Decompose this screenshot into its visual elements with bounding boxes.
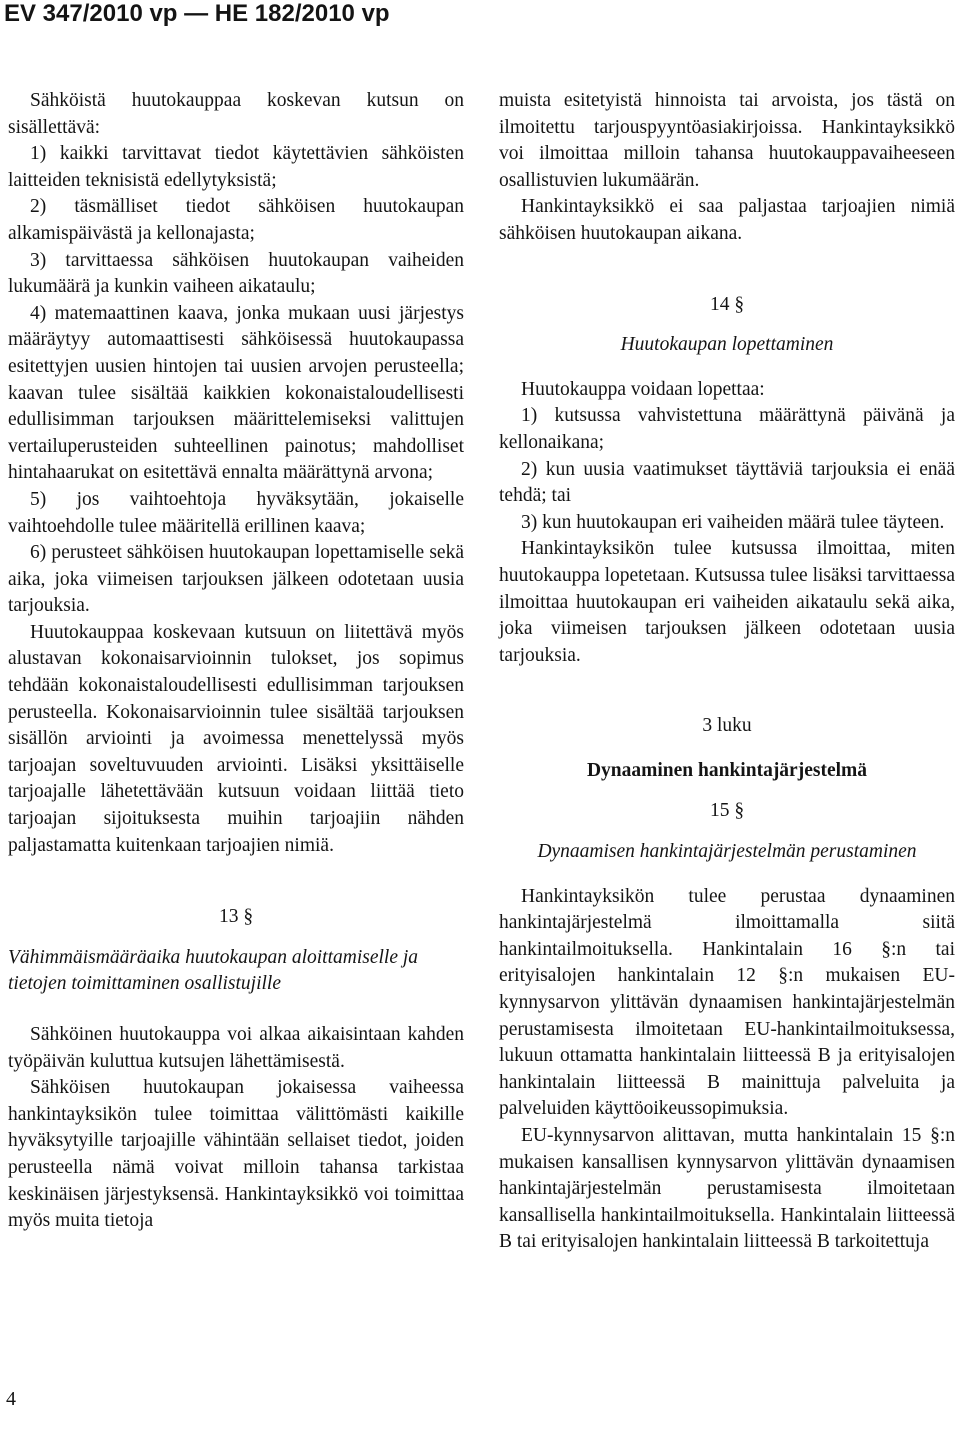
section-title: Vähimmäismääräaika huutokaupan aloittamiselle ja tietojen toimittaminen osallistujille	[8, 946, 419, 995]
section-title: Dynaamisen hankintajärjestelmän perustaminen	[537, 841, 917, 863]
list-item: 2) kun uusia vaatimukset täyttäviä tarjouksia ei enää tehdä; tai	[499, 458, 955, 507]
paragraph: Sähköinen huutokauppa voi alkaa aikaisintaan kahden työpäivän kuluttua kutsujen lähettämisestä.	[8, 1024, 464, 1072]
paragraph: Sähköistä huutokauppaa koskevan kutsun on sisällettävä:	[8, 90, 464, 138]
right-column	[499, 88, 955, 1256]
chapter-number: 3 luku	[702, 715, 752, 737]
list-item: 2) täsmälliset tiedot sähköisen huutokaupan alkamispäivästä ja kellonajasta;	[8, 196, 464, 244]
paragraph: Huutokauppaa koskevaan kutsuun on liitettävä myös alustavan kokonaisarvioinnin tulokset, jos sopimus tehdään kokonaistaloudellisesti edullisimman tarjouksen perusteella. Kokonaisarvioinnin tulee sisältää tarjouksen sisällön arviointi ja avoimessa menettelyssä myös tarjoajan soveltuvuuden arviointi. Lisäksi yksittäiselle tarjoajalle lähetettävään kutsuun voidaan liittää tieto tarjoajan sijoituksesta muihin tarjoajiin nähden paljastamatta kuitenkaan tarjoajien nimiä.	[8, 621, 464, 856]
list-item: 6) perusteet sähköisen huutokaupan lopettamiselle sekä aika, joka viimeisen tarjouksen jälkeen odotetaan uusia tarjouksia.	[8, 542, 464, 617]
paragraph: Huutokauppa voidaan lopettaa:	[521, 378, 765, 400]
paragraph: Hankintayksikön tulee perustaa dynaaminen hankintajärjestelmä ilmoittamalla siitä hankintailmoituksella. Hankintalain 16 §:n tai erityisalojen hankintalain 12 §:n mukaisen EU-kynnysarvon ylittävän dynaamisen hankintajärjestelmän perustamisesta ilmoitetaan EU-hankintailmoituksessa, lukuun ottamatta hankintalain liitteessä B ja erityisalojen hankintalain liitteessä B mainittuja palveluita ja palveluiden käyttöoikeussopimuksia.	[499, 885, 955, 1120]
list-item: 1) kaikki tarvittavat tiedot käytettävien sähköisten laitteiden teknisistä edellytyksistä;	[8, 143, 464, 191]
section-number: 14 §	[709, 293, 745, 315]
running-header: EV 347/2010 vp — HE 182/2010 vp	[4, 0, 390, 27]
paragraph: Hankintayksikön tulee kutsussa ilmoittaa, miten huutokauppa lopetetaan. Kutsussa tulee lisäksi tarvittaessa ilmoittaa huutokaupan eri vaiheiden aikataulu sekä aika, joka viimeisen tarjouksen jälkeen odotetaan uusia tarjouksia.	[499, 538, 955, 666]
paragraph: EU-kynnysarvon alittavan, mutta hankintalain 15 §:n mukaisen kansallisen kynnysarvon ylittävän dynaamisen hankintajärjestelmän perustamisesta ilmoitetaan kansallisella hankintailmoituksella. Hankintalain liitteessä B tai erityisalojen hankintalain liitteessä B tarkoitettuja	[499, 1125, 955, 1253]
page-number: 4	[6, 1388, 16, 1410]
chapter-title: Dynaaminen hankintajärjestelmä	[586, 759, 868, 781]
list-item: 4) matemaattinen kaava, jonka mukaan uusi järjestys määräytyy automaattisesti sähköisessä huutokaupassa esitettyjen uusien hintojen tai uusien arvojen perusteella; kaavan tulee sisältää kaikkien kokonaistaloudellisesti edullisimman tarjouksen määrittelemiseksi valittujen vertailuperusteiden suhteellinen painotus; mahdolliset hintahaarukat on esitettävä ennalta määrättynä arvona;	[8, 302, 464, 484]
list-item: 1) kutsussa vahvistettuna määrättynä päivänä ja kellonaikana;	[499, 405, 955, 453]
paragraph: Sähköisen huutokaupan jokaisessa vaiheessa hankintayksikön tulee toimittaa välittömästi kaikille hyväksytyille tarjoajille vähintään sellaiset tiedot, joiden perusteella nämä voivat milloin tahansa tarkistaa keskinäisen järjestyksensä. Hankintayksikkö voi toimittaa myös muita tietoja	[8, 1077, 464, 1232]
paragraph: muista esitetyistä hinnoista tai arvoista, jos tästä on ilmoitettu tarjouspyyntöasiakirjoissa. Hankintayksikkö voi ilmoittaa milloin tahansa huutokauppavaiheeseen osallistuvien lukumäärän.	[499, 90, 955, 191]
list-item: 3) tarvittaessa sähköisen huutokaupan vaiheiden lukumäärä ja kunkin vaiheen aikataulu;	[8, 249, 464, 298]
section-title: Huutokaupan lopettaminen	[620, 334, 834, 356]
section-number: 15 §	[709, 800, 745, 822]
left-column	[8, 88, 464, 1235]
section-number: 13 §	[218, 906, 254, 928]
list-item: 5) jos vaihtoehtoja hyväksytään, jokaiselle vaihtoehdolle tulee määritellä erillinen kaava;	[8, 488, 464, 537]
paragraph: Hankintayksikkö ei saa paljastaa tarjoajien nimiä sähköisen huutokaupan aikana.	[499, 196, 955, 244]
list-item: 3) kun huutokaupan eri vaiheiden määrä tulee täyteen.	[521, 511, 945, 533]
